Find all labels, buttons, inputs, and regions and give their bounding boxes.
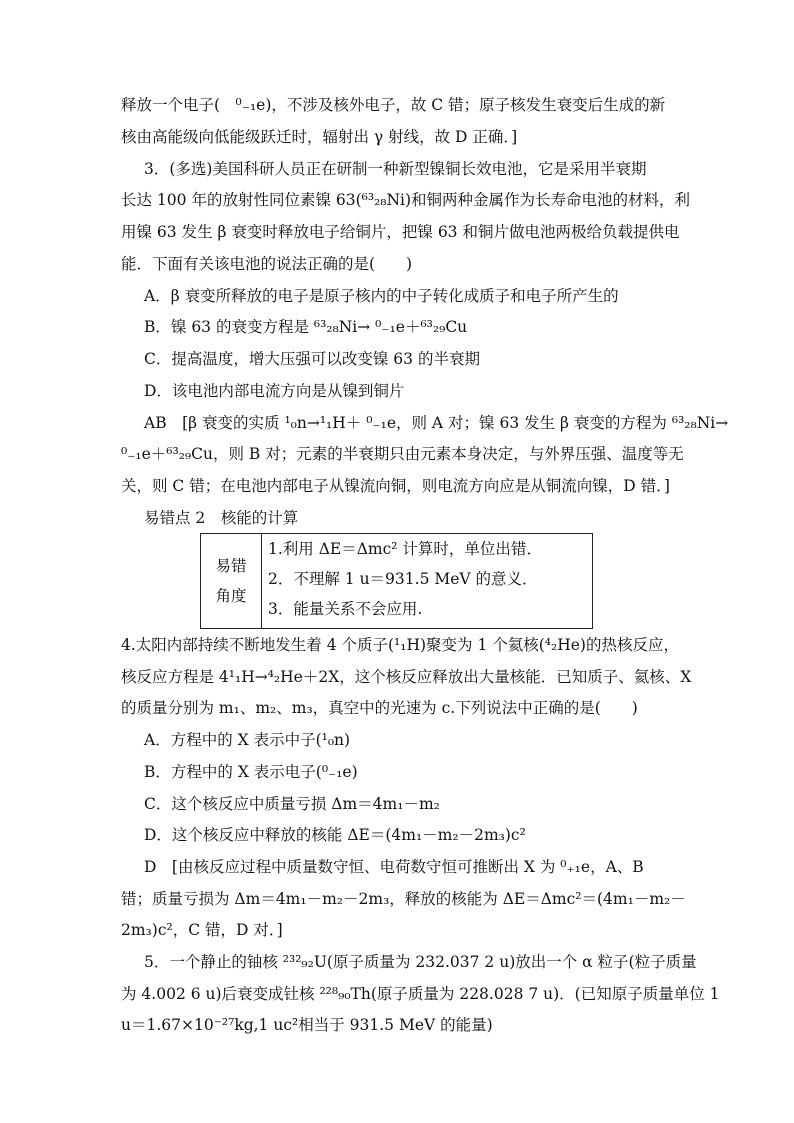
section-heading: 易错点 2 核能的计算	[144, 509, 299, 527]
table-body	[262, 534, 592, 628]
question-3-stem: 3．(多选)美国科研人员正在研制一种新型镍铜长效电池，它是采用半衰期	[144, 160, 647, 178]
text-line: 能．下面有关该电池的说法正确的是( )	[121, 255, 413, 273]
table-header-line: 角度	[215, 587, 247, 605]
answer-4: D [由核反应过程中质量数守恒、电荷数守恒可推断出 X 为 ⁰₊₁e，A、B	[144, 858, 644, 876]
text-line: 关，则 C 错；在电池内部电子从镍流向铜，则电流方向应是从铜流向镍，D 错．]	[121, 477, 670, 495]
text-line: 2m₃)c²，C 错，D 对．]	[121, 921, 283, 939]
option-a: A．方程中的 X 表示中子(¹₀n)	[144, 731, 351, 749]
text-line: ⁰₋₁e＋⁶³₂₉Cu，则 B 对；元素的半衰期只由元素本身决定，与外界压强、温度等无	[121, 445, 684, 463]
option-d: D．这个核反应中释放的核能 ΔE＝(4m₁－m₂－2m₃)c²	[144, 826, 526, 844]
text-line: 为 4.002 6 u)后衰变成钍核 ²²⁸₉₀Th(原子质量为 228.028 7 u)．(已知原子质量单位 1	[121, 985, 720, 1003]
text-line: 用镍 63 发生 β 衰变时释放电子给铜片，把镍 63 和铜片做电池两极给负载提供电	[121, 223, 680, 241]
text-line: 释放一个电子( ⁰₋₁e)，不涉及核外电子，故 C 错；原子核发生衰变后生成的新	[121, 96, 666, 114]
option-d: D．该电池内部电流方向是从镍到铜片	[144, 382, 405, 400]
question-4-stem: 4.太阳内部持续不断地发生着 4 个质子(¹₁H)聚变为 1 个氦核(⁴₂He)的热核反应，	[121, 636, 679, 654]
text-line: 核由高能级向低能级跃迁时，辐射出 γ 射线，故 D 正确．]	[121, 128, 518, 146]
text-line: 错；质量亏损为 Δm＝4m₁－m₂－2m₃，释放的核能为 ΔE＝Δmc²＝(4m₁－m₂－	[121, 890, 686, 908]
option-c: C．这个核反应中质量亏损 Δm＝4m₁－m₂	[144, 795, 440, 813]
question-5-stem: 5．一个静止的铀核 ²³²₉₂U(原子质量为 232.037 2 u)放出一个 α 粒子(粒子质量	[144, 953, 697, 971]
text-line: u＝1.67×10⁻²⁷kg,1 uc²相当于 931.5 MeV 的能量)	[121, 1016, 493, 1034]
table-header-line: 易错	[215, 557, 247, 575]
table-header	[201, 534, 262, 628]
option-a: A．β 衰变所释放的电子是原子核内的中子转化成质子和电子所产生的	[144, 287, 619, 305]
text-line: 长达 100 年的放射性同位素镍 63(⁶³₂₈Ni)和铜两种金属作为长寿命电池的材料，利	[121, 191, 691, 209]
option-b: B．方程中的 X 表示电子(⁰₋₁e)	[144, 763, 358, 781]
table-row: 3．能量关系不会应用.	[268, 600, 423, 618]
error-angle-table	[200, 533, 593, 629]
text-line: 核反应方程是 4¹₁H→⁴₂He＋2X，这个核反应释放出大量核能．已知质子、氦核、X	[121, 668, 692, 686]
option-b: B．镍 63 的衰变方程是 ⁶³₂₈Ni→ ⁰₋₁e＋⁶³₂₉Cu	[144, 318, 468, 336]
answer-3: AB [β 衰变的实质 ¹₀n→¹₁H＋ ⁰₋₁e，则 A 对；镍 63 发生 β 衰变的方程为 ⁶³₂₈Ni→	[144, 414, 729, 432]
text-line: 的质量分别为 m₁、m₂、m₃，真空中的光速为 c.下列说法中正确的是( )	[121, 699, 638, 717]
table-row: 1.利用 ΔE＝Δmc² 计算时，单位出错．	[268, 540, 542, 558]
option-c: C．提高温度，增大压强可以改变镍 63 的半衰期	[144, 350, 480, 368]
table-row: 2．不理解 1 u＝931.5 MeV 的意义．	[268, 570, 538, 588]
